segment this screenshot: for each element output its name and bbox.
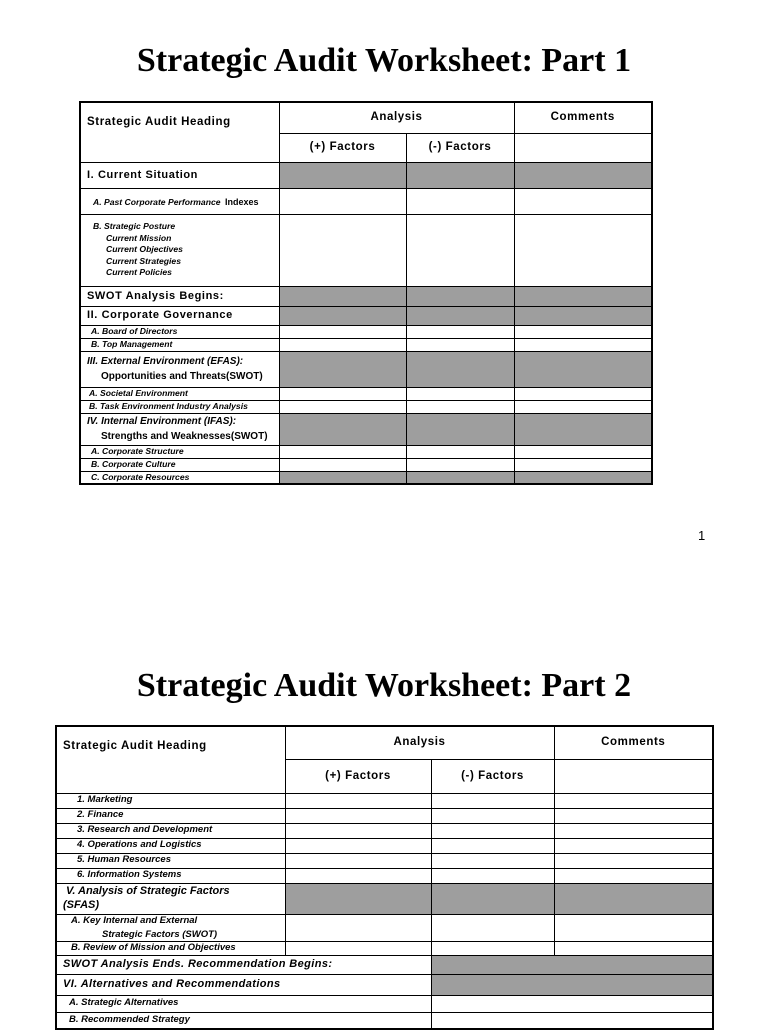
external-environment-row	[80, 351, 279, 387]
governance-row: II. Corporate Governance	[80, 306, 279, 325]
shaded-cell	[431, 955, 713, 974]
input-cell[interactable]	[431, 808, 554, 823]
review-row: B. Review of Mission and Objectives	[56, 941, 285, 955]
page1-title: Strategic Audit Worksheet: Part 1	[136, 42, 632, 79]
shaded-cell	[406, 413, 514, 445]
input-cell[interactable]	[554, 823, 713, 838]
comments-header: Comments	[554, 726, 713, 759]
recommended-strategy-row: B. Recommended Strategy	[56, 1012, 431, 1029]
minus-factors-header: (-) Factors	[406, 133, 514, 162]
swot-ends-row: SWOT Analysis Ends. Recommendation Begins:	[56, 955, 431, 974]
past-performance-row	[80, 188, 279, 214]
structure-row: A. Corporate Structure	[80, 445, 279, 458]
function-row: 5. Human Resources	[56, 853, 285, 868]
audit-table-part1	[79, 101, 653, 485]
input-cell[interactable]	[514, 445, 652, 458]
input-cell[interactable]	[406, 387, 514, 400]
shaded-cell	[431, 883, 554, 914]
input-cell[interactable]	[279, 400, 406, 413]
heading-header: Strategic Audit Heading	[56, 726, 285, 793]
function-row: 1. Marketing	[56, 793, 285, 808]
posture-strategies: Current Strategies	[106, 255, 181, 266]
shaded-cell	[279, 471, 406, 484]
board-row: A. Board of Directors	[80, 325, 279, 338]
input-cell[interactable]	[431, 853, 554, 868]
alternatives-row: VI. Alternatives and Recommendations	[56, 974, 431, 995]
input-cell[interactable]	[285, 914, 431, 941]
posture-objectives: Current Objectives	[106, 244, 183, 255]
plus-factors-header: (+) Factors	[279, 133, 406, 162]
minus-factors-header: (-) Factors	[431, 759, 554, 793]
input-cell[interactable]	[279, 445, 406, 458]
input-cell[interactable]	[554, 868, 713, 883]
input-cell[interactable]	[554, 941, 713, 955]
analysis-header: Analysis	[285, 726, 554, 759]
input-cell[interactable]	[285, 853, 431, 868]
shaded-cell	[514, 413, 652, 445]
input-cell[interactable]	[554, 914, 713, 941]
shaded-cell	[279, 413, 406, 445]
resources-row: C. Corporate Resources	[80, 471, 279, 484]
strategic-alternatives-row: A. Strategic Alternatives	[56, 995, 431, 1012]
input-cell[interactable]	[406, 325, 514, 338]
input-cell[interactable]	[279, 458, 406, 471]
posture-label: B. Strategic Posture	[93, 221, 176, 232]
input-cell[interactable]	[406, 458, 514, 471]
heading-header: Strategic Audit Heading	[80, 102, 279, 162]
input-cell[interactable]	[514, 338, 652, 351]
swot-begins-row: SWOT Analysis Begins:	[80, 286, 279, 306]
input-cell[interactable]	[554, 808, 713, 823]
shaded-cell	[514, 306, 652, 325]
input-cell[interactable]	[285, 838, 431, 853]
plus-factors-header: (+) Factors	[285, 759, 431, 793]
societal-row: A. Societal Environment	[80, 387, 279, 400]
external-line2: Opportunities and Threats(SWOT)	[101, 371, 263, 382]
input-cell[interactable]	[285, 868, 431, 883]
input-cell[interactable]	[285, 941, 431, 955]
top-management-row: B. Top Management	[80, 338, 279, 351]
internal-line2: Strengths and Weaknesses(SWOT)	[101, 431, 268, 442]
shaded-cell	[279, 162, 406, 188]
shaded-cell	[406, 162, 514, 188]
analysis-header: Analysis	[279, 102, 514, 133]
comments-header: Comments	[514, 102, 652, 133]
input-cell[interactable]	[431, 995, 713, 1012]
shaded-cell	[514, 162, 652, 188]
indexes-label: Indexes	[224, 197, 259, 208]
input-cell[interactable]	[406, 214, 514, 286]
shaded-cell	[285, 883, 431, 914]
input-cell[interactable]	[554, 838, 713, 853]
key-factors-line1: A. Key Internal and External	[71, 915, 198, 926]
posture-policies: Current Policies	[106, 267, 172, 278]
input-cell[interactable]	[554, 853, 713, 868]
shaded-cell	[431, 974, 713, 995]
audit-table-part2	[55, 725, 714, 1030]
key-factors-line2: Strategic Factors (SWOT)	[102, 928, 218, 940]
input-cell[interactable]	[431, 914, 554, 941]
external-line1: III. External Environment (EFAS):	[87, 355, 244, 367]
input-cell[interactable]	[285, 793, 431, 808]
culture-row: B. Corporate Culture	[80, 458, 279, 471]
input-cell[interactable]	[514, 188, 652, 214]
sfas-line2: (SFAS)	[63, 899, 100, 911]
current-situation-row: I. Current Situation	[80, 162, 279, 188]
input-cell[interactable]	[431, 868, 554, 883]
internal-environment-row	[80, 413, 279, 445]
input-cell[interactable]	[554, 793, 713, 808]
input-cell[interactable]	[285, 808, 431, 823]
shaded-cell	[514, 286, 652, 306]
input-cell[interactable]	[431, 1012, 713, 1029]
input-cell[interactable]	[279, 387, 406, 400]
page2-title: Strategic Audit Worksheet: Part 2	[136, 667, 632, 704]
input-cell[interactable]	[514, 387, 652, 400]
input-cell[interactable]	[279, 188, 406, 214]
shaded-cell	[279, 306, 406, 325]
shaded-cell	[554, 883, 713, 914]
strategic-posture-row	[80, 214, 279, 286]
input-cell[interactable]	[431, 941, 554, 955]
input-cell[interactable]	[431, 793, 554, 808]
sfas-line1: V. Analysis of Strategic Factors	[66, 884, 230, 897]
past-performance-label: A. Past Corporate Performance	[93, 197, 221, 208]
blank-cell	[514, 133, 652, 162]
shaded-cell	[406, 351, 514, 387]
internal-line1: IV. Internal Environment (IFAS):	[87, 415, 237, 427]
input-cell[interactable]	[406, 445, 514, 458]
shaded-cell	[279, 351, 406, 387]
input-cell[interactable]	[279, 338, 406, 351]
input-cell[interactable]	[514, 400, 652, 413]
shaded-cell	[406, 306, 514, 325]
shaded-cell	[406, 286, 514, 306]
input-cell[interactable]	[514, 325, 652, 338]
shaded-cell	[406, 471, 514, 484]
sfas-row	[56, 883, 285, 914]
task-environment-row: B. Task Environment Industry Analysis	[80, 400, 279, 413]
input-cell[interactable]	[279, 214, 406, 286]
shaded-cell	[514, 471, 652, 484]
input-cell[interactable]	[406, 338, 514, 351]
shaded-cell	[279, 286, 406, 306]
posture-mission: Current Mission	[106, 232, 172, 243]
page-number: 1	[698, 528, 706, 543]
input-cell[interactable]	[514, 214, 652, 286]
input-cell[interactable]	[431, 838, 554, 853]
input-cell[interactable]	[279, 325, 406, 338]
input-cell[interactable]	[285, 823, 431, 838]
function-row: 6. Information Systems	[56, 868, 285, 883]
blank-cell	[554, 759, 713, 793]
function-row: 2. Finance	[56, 808, 285, 823]
input-cell[interactable]	[514, 458, 652, 471]
input-cell[interactable]	[431, 823, 554, 838]
input-cell[interactable]	[406, 188, 514, 214]
input-cell[interactable]	[406, 400, 514, 413]
key-factors-row	[56, 914, 285, 941]
shaded-cell	[514, 351, 652, 387]
function-row: 3. Research and Development	[56, 823, 285, 838]
function-row: 4. Operations and Logistics	[56, 838, 285, 853]
